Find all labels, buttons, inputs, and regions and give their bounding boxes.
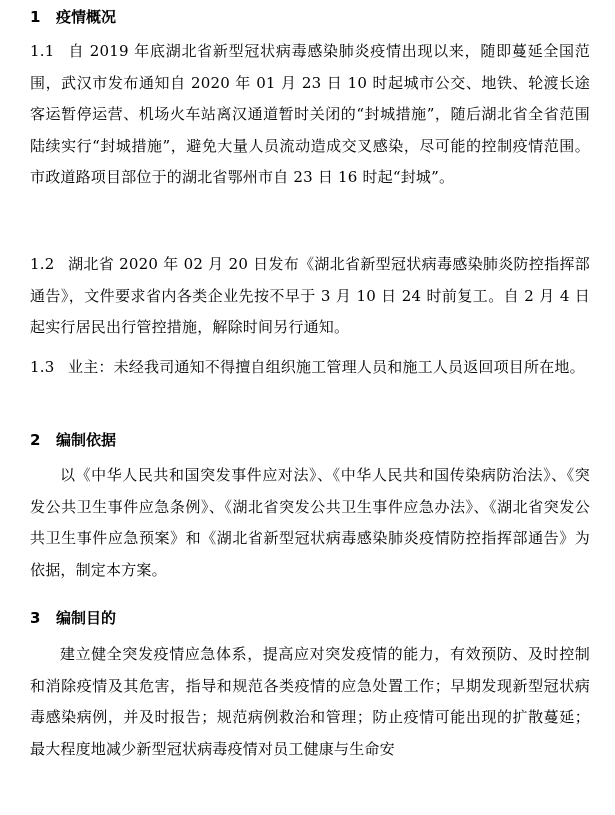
paragraph-3-text: 建立健全突发疫情应急体系，提高应对突发疫情的能力，有效预防、及时控制和消除疫情及其危害，指导和规范各类疫情的应急处置工作；早期发现新型冠状病毒感染病例，并及时报告；规范病例救治和管理；防止疫情可能出现的扩散蔓延；最大程度地减少新型冠状病毒疫情对员工健康与生命安 (30, 645, 590, 758)
paragraph-1-1-number: 1.1 (30, 42, 55, 60)
paragraph-1-2 (30, 249, 590, 344)
paragraph-1-2-text: 湖北省 2020 年 02 月 20 日发布《湖北省新型冠状病毒感染肺炎防控指挥部通告》，文件要求省内各类企业先按不早于 3 月 10 日 24 时前复工。自 2 月 4 日起实行居民出行管控措施，解除时间另行通知。 (30, 255, 590, 336)
paragraph-1-1 (30, 36, 590, 194)
paragraph-2 (30, 460, 590, 586)
section-1-number: 1 (30, 8, 41, 26)
section-3-number: 3 (30, 609, 41, 627)
paragraph-3 (30, 639, 590, 765)
paragraph-2-text: 以《中华人民共和国突发事件应对法》、《中华人民共和国传染病防治法》、《突发公共卫生事件应急条例》、《湖北省突发公共卫生事件应急办法》、《湖北省突发公共卫生事件应急预案》和《湖北省新型冠状病毒感染肺炎疫情防控指挥部通告》为依据，制定本方案。 (30, 466, 590, 579)
section-1-title: 疫情概况 (56, 8, 117, 26)
paragraph-1-1-text: 自 2019 年底湖北省新型冠状病毒感染肺炎疫情出现以来，随即蔓延全国范围，武汉市发布通知自 2020 年 01 月 23 日 10 时起城市公交、地铁、轮渡长途客运暂停运营、机场火车站离汉通道暂时关闭的“封城措施”，随后湖北省全省范围陆续实行“封城措施”，避免大量人员流动造成交叉感染，尽可能的控制疫情范围。市政道路项目部位于的湖北省鄂州市自 23 日 16 时起“封城”。 (30, 42, 590, 186)
paragraph-1-2-number: 1.2 (30, 255, 55, 273)
section-3-title: 编制目的 (56, 609, 117, 627)
paragraph-1-3 (30, 352, 590, 384)
paragraph-1-3-text: 业主：未经我司通知不得擅自组织施工管理人员和施工人员返回项目所在地。 (68, 358, 585, 376)
section-2-number: 2 (30, 431, 41, 449)
paragraph-1-3-number: 1.3 (30, 358, 55, 376)
section-2-title: 编制依据 (56, 431, 117, 449)
section-1-heading (30, 7, 116, 27)
section-2-heading (30, 430, 116, 450)
section-3-heading (30, 608, 116, 628)
